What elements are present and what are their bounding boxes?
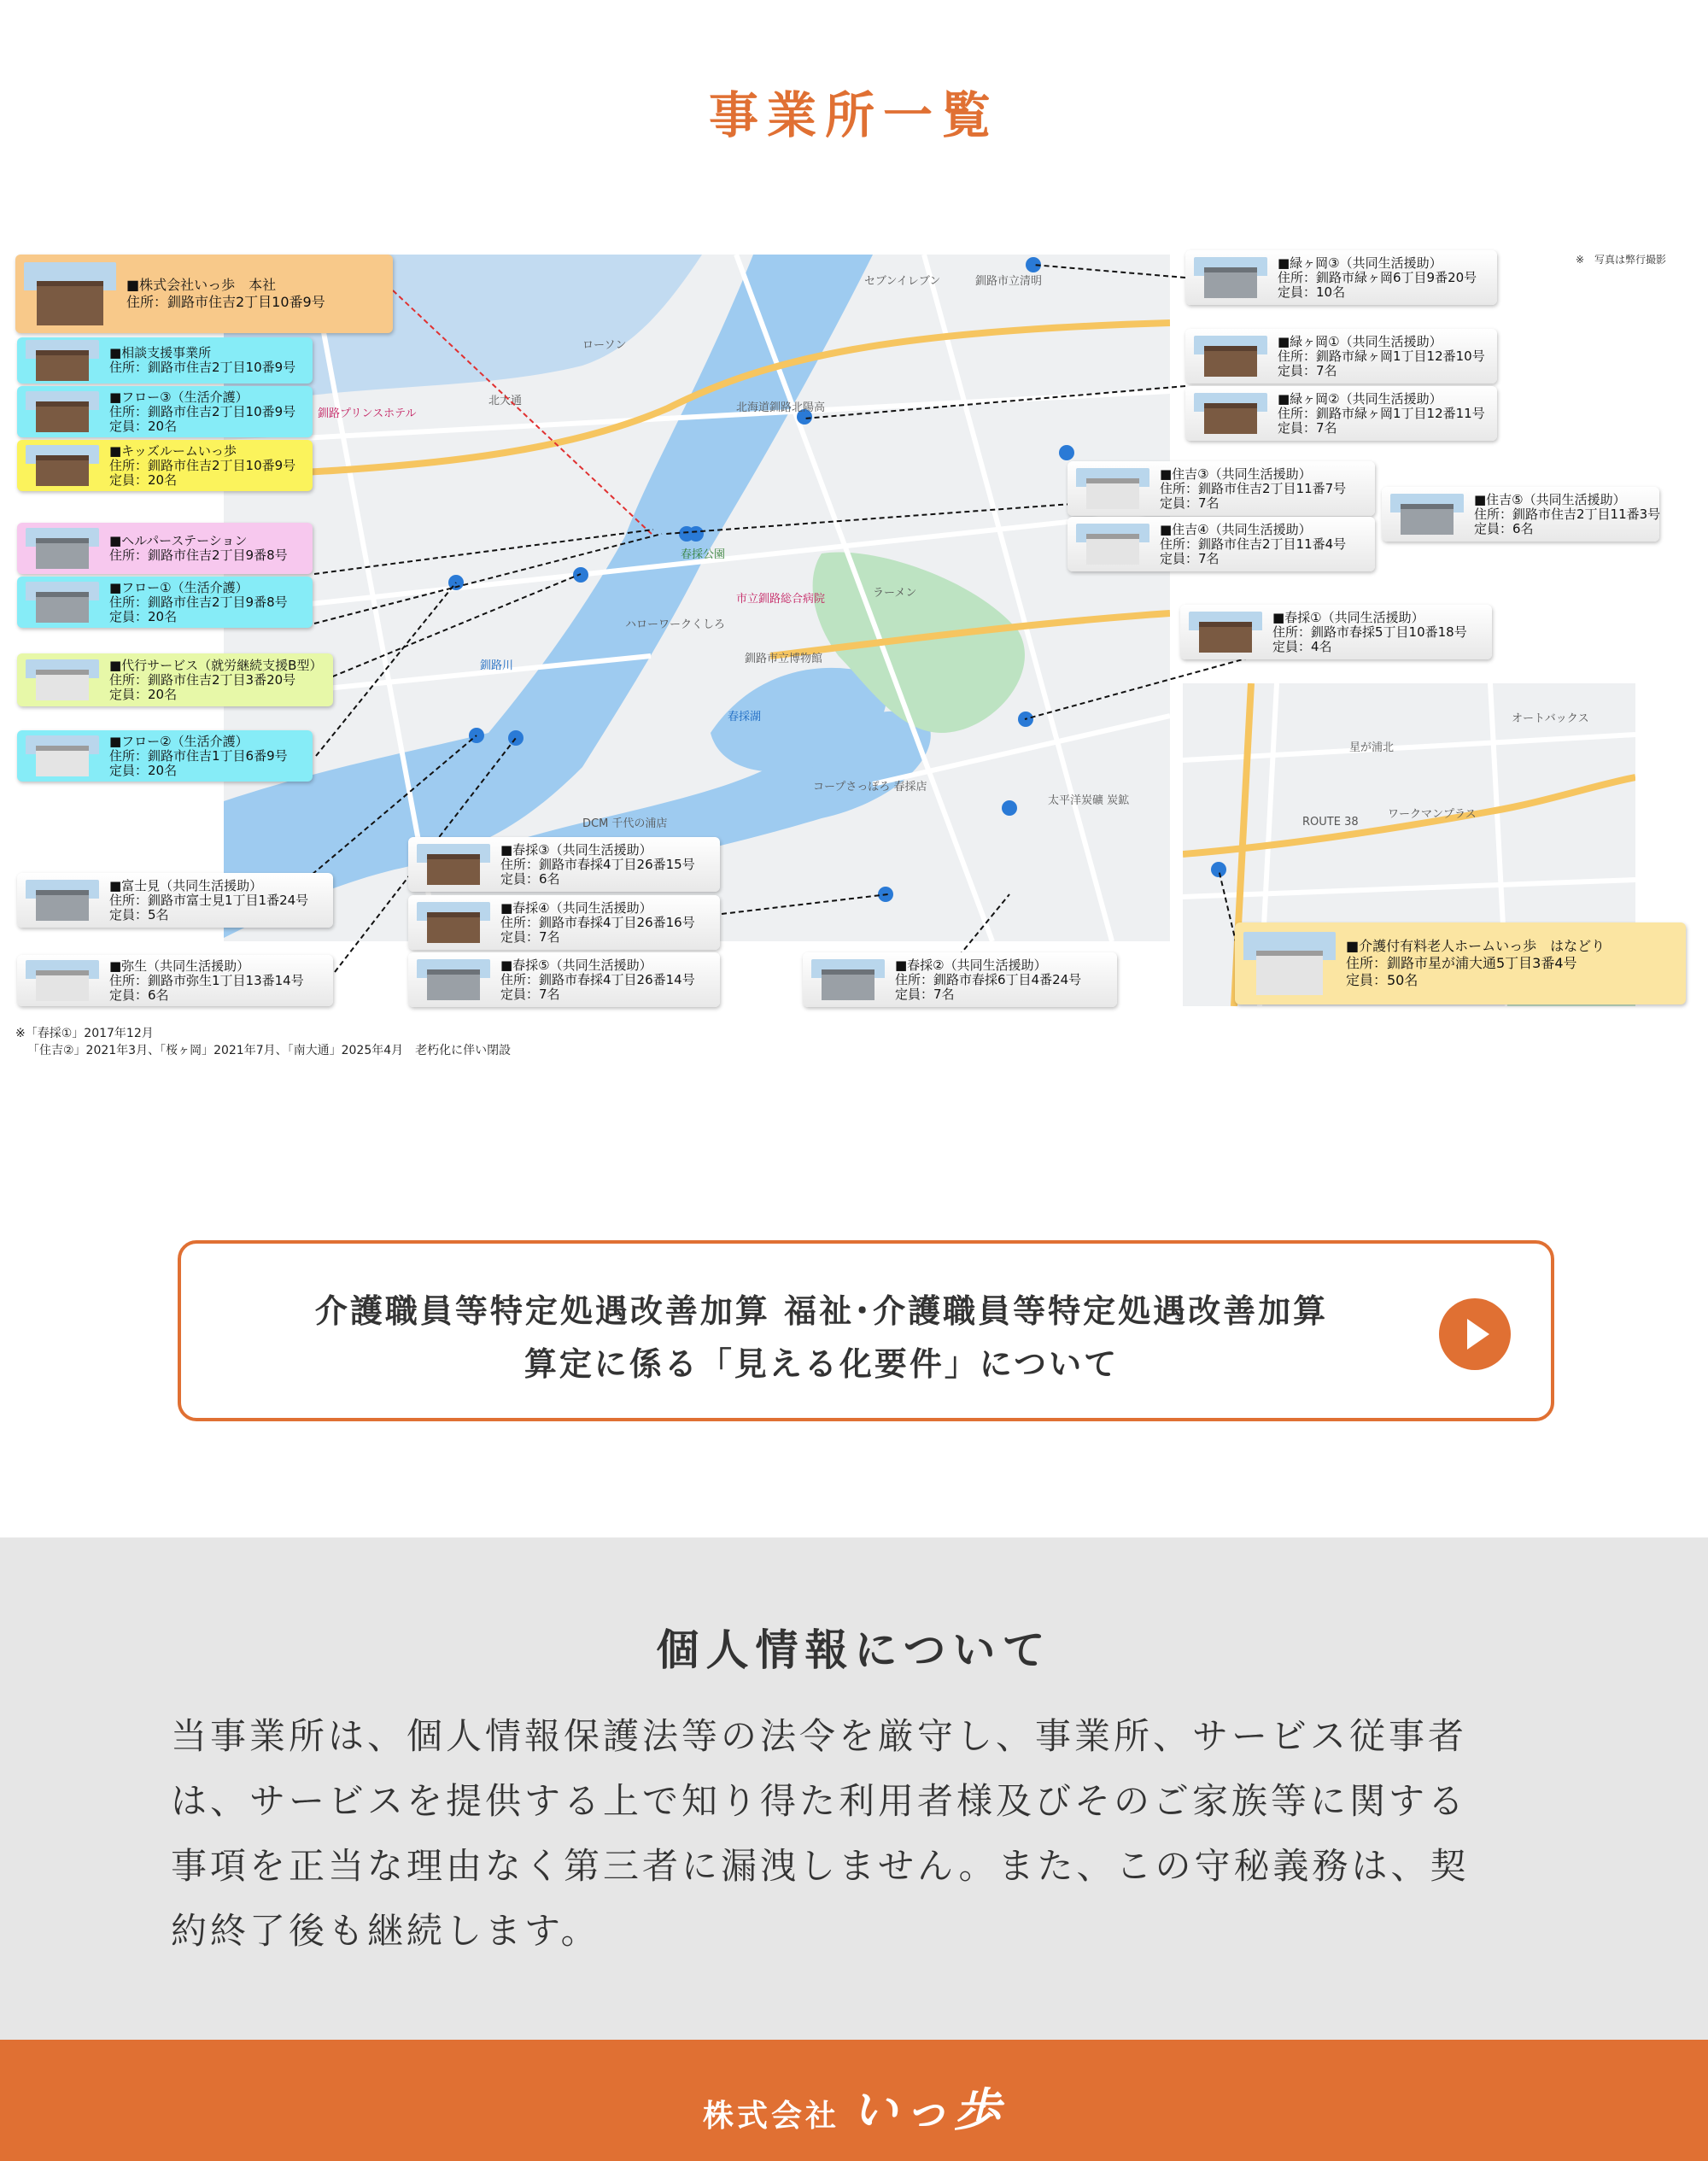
office-name: ■富士見（共同生活援助） [109, 877, 263, 893]
office-address: 住所：釧路市住吉2丁目3番20号 [109, 671, 296, 688]
map-label: 釧路市立清明 [975, 275, 1043, 288]
office-name: ■フロー②（生活介護） [109, 733, 249, 749]
office-photo [1194, 393, 1267, 434]
office-name: ■ヘルパーステーション [109, 533, 248, 548]
map-label: ハローワークくしろ [625, 618, 726, 631]
privacy-body [171, 1704, 1546, 1964]
cta-line: 介護職員等特定処遇改善加算 福祉･介護職員等特定処遇改善加算 [314, 1292, 1329, 1330]
office-capacity: 定員：7名 [1160, 550, 1220, 566]
office-name: ■キッズルームいっ歩 [109, 442, 237, 459]
office-card-harutori4[interactable] [408, 895, 720, 950]
office-card-harutori1[interactable] [1180, 605, 1492, 659]
closure-footnote [15, 1025, 511, 1059]
office-capacity: 定員：20名 [109, 762, 178, 778]
office-photo [417, 959, 490, 1000]
office-name: ■相談支援事業所 [109, 345, 212, 360]
map-label: 北海道釧路北陽高 [736, 401, 826, 414]
office-name: ■住吉④（共同生活援助） [1160, 521, 1312, 537]
office-address: 住所：釧路市春採4丁目26番15号 [500, 856, 695, 872]
office-name: ■介護付有料老人ホームいっ歩 はなどり [1346, 938, 1606, 954]
office-photo [26, 445, 99, 486]
office-name: ■代行サービス（就労継続支援B型） [109, 657, 323, 673]
office-address: 住所：釧路市緑ヶ岡1丁目12番10号 [1278, 348, 1485, 364]
office-photo [26, 528, 99, 569]
footer [0, 2040, 1708, 2161]
office-name: ■春採②（共同生活援助） [895, 957, 1047, 973]
office-capacity: 定員：20名 [109, 686, 178, 702]
office-name: ■春採⑤（共同生活援助） [500, 957, 652, 973]
office-address: 住所：釧路市春採4丁目26番14号 [500, 971, 695, 987]
map-label: コープさっぽろ 春採店 [813, 781, 927, 794]
office-address: 住所：釧路市住吉2丁目9番8号 [109, 594, 288, 610]
map-label: セブンイレブン [864, 275, 941, 288]
office-address: 住所：釧路市住吉2丁目10番9号 [109, 360, 296, 375]
office-address: 住所：釧路市住吉2丁目10番9号 [126, 294, 325, 310]
office-card-harutori5[interactable] [408, 952, 720, 1007]
office-name: ■弥生（共同生活援助） [109, 958, 250, 974]
cta-line: 算定に係る「見える化要件」について [524, 1345, 1120, 1383]
map-label: 北大通 [488, 395, 523, 407]
office-card-harutori3[interactable] [408, 837, 720, 892]
privacy-section [0, 1537, 1708, 2040]
office-capacity: 定員：7名 [500, 986, 560, 1002]
map-label: ROUTE 38 [1302, 816, 1359, 829]
office-card-sumiyoshi4[interactable] [1068, 517, 1375, 571]
office-capacity: 定員：20名 [109, 471, 178, 488]
privacy-line: 事項を正当な理由なく第三者に漏洩しません。また、この守秘義務は、契 [171, 1845, 1470, 1887]
map-label: 釧路市立博物館 [745, 653, 823, 665]
office-photo [24, 262, 116, 325]
map-label: 釧路川 [480, 659, 514, 672]
office-name: ■フロー③（生活介護） [109, 389, 249, 405]
office-address: 住所：釧路市春採5丁目10番18号 [1272, 624, 1467, 640]
office-photo [26, 659, 99, 700]
photo-note: ※ 写真は弊行撮影 [1576, 254, 1667, 266]
footnote-line: 「住吉②」2021年3月、「桜ヶ岡」2021年7月、「南大通」2025年4月 老朽化に伴い閉設 [27, 1044, 512, 1057]
map-label: 星が浦北 [1349, 741, 1395, 754]
office-capacity: 定員：4名 [1272, 638, 1332, 654]
office-card-fujimi[interactable] [17, 873, 333, 928]
office-card-midorigaoka2[interactable] [1185, 386, 1497, 441]
office-capacity: 定員：10名 [1278, 284, 1346, 300]
office-name: ■フロー①（生活介護） [109, 579, 249, 595]
office-photo [26, 582, 99, 623]
office-card-harutori2[interactable] [803, 952, 1117, 1007]
office-address: 住所：釧路市星が浦大通5丁目3番4号 [1346, 955, 1577, 971]
office-capacity: 定員：7名 [1278, 419, 1337, 436]
office-photo [1194, 336, 1267, 377]
office-capacity: 定員：20名 [109, 608, 178, 624]
office-photo [1390, 494, 1464, 535]
office-address: 住所：釧路市住吉2丁目10番9号 [109, 403, 296, 419]
office-address: 住所：釧路市弥生1丁目13番14号 [109, 972, 304, 988]
map-label: ラーメン [873, 587, 917, 600]
office-address: 住所：釧路市春採4丁目26番16号 [500, 914, 695, 930]
office-photo [1189, 612, 1262, 653]
office-address: 住所：釧路市住吉2丁目10番9号 [109, 457, 296, 473]
office-card-sumiyoshi5[interactable] [1382, 487, 1659, 542]
office-card-yayoi[interactable] [17, 955, 333, 1006]
office-capacity: 定員：6名 [1474, 520, 1534, 536]
office-name: ■緑ヶ岡③（共同生活援助） [1278, 255, 1442, 271]
office-photo [811, 959, 885, 1000]
office-card-flow2[interactable] [17, 730, 313, 782]
office-capacity: 定員：7名 [1160, 495, 1220, 511]
map-label: 釧路プリンスホテル [318, 407, 417, 420]
office-card-kids[interactable] [17, 440, 313, 491]
company-logo[interactable] [0, 2074, 1708, 2140]
privacy-line: 当事業所は、個人情報保護法等の法令を厳守し、事業所、サービス従事者 [171, 1715, 1468, 1757]
office-name: ■春採①（共同生活援助） [1272, 609, 1424, 625]
office-photo [1194, 257, 1267, 298]
privacy-line: 約終了後も継続します。 [171, 1910, 600, 1952]
office-photo [26, 960, 99, 1001]
company-prefix: 株式会社 [702, 2099, 839, 2134]
map-label: 春採湖 [728, 711, 762, 723]
office-name: ■株式会社いっ歩 本社 [126, 277, 277, 293]
office-capacity: 定員：50名 [1346, 972, 1418, 988]
office-card-flow1[interactable] [17, 577, 313, 628]
office-photo [26, 735, 99, 776]
office-card-midorigaoka1[interactable] [1185, 329, 1497, 384]
map-label: 太平洋炭礦 炭鉱 [1048, 794, 1130, 807]
office-name: ■住吉⑤（共同生活援助） [1474, 491, 1626, 507]
office-card-flow3[interactable] [17, 386, 313, 437]
office-name: ■緑ヶ岡②（共同生活援助） [1278, 390, 1442, 407]
office-photo [26, 391, 99, 432]
office-card-sumiyoshi3[interactable] [1068, 461, 1375, 516]
office-card-midorigaoka3[interactable] [1185, 250, 1497, 305]
treatment-improvement-link[interactable] [178, 1240, 1554, 1421]
office-card-soudan[interactable] [17, 337, 313, 384]
office-capacity: 定員：7名 [1278, 362, 1337, 378]
office-photo [417, 844, 490, 885]
play-arrow-icon[interactable] [1439, 1298, 1511, 1370]
office-card-honsha[interactable] [15, 255, 393, 333]
privacy-title: 個人情報について [656, 1625, 1052, 1675]
office-name: ■春採④（共同生活援助） [500, 899, 652, 916]
office-photo [26, 340, 99, 381]
footnote-line: ※「春採①」2017年12月 [15, 1027, 154, 1040]
office-address: 住所：釧路市緑ヶ岡1丁目12番11号 [1278, 405, 1485, 421]
office-address: 住所：釧路市富士見1丁目1番24号 [109, 892, 309, 908]
office-name: ■春採③（共同生活援助） [500, 841, 652, 858]
company-name: いっ歩 [851, 2083, 1005, 2137]
map-label: オートバックス [1512, 712, 1589, 725]
office-card-daikou[interactable] [17, 653, 333, 706]
office-address: 住所：釧路市住吉2丁目11番3号 [1474, 506, 1661, 522]
office-photo [26, 880, 99, 921]
office-name: ■緑ヶ岡①（共同生活援助） [1278, 333, 1442, 349]
office-address: 住所：釧路市住吉2丁目9番8号 [109, 548, 288, 563]
map-label: 春採公園 [681, 548, 726, 561]
office-capacity: 定員：20名 [109, 418, 178, 434]
office-name: ■住吉③（共同生活援助） [1160, 466, 1312, 482]
office-capacity: 定員：6名 [109, 987, 169, 1003]
office-photo [1243, 932, 1336, 995]
map-label: ワークマンプラス [1388, 808, 1477, 821]
page-title: 事業所一覧 [708, 86, 999, 144]
office-photo [1076, 468, 1149, 509]
office-capacity: 定員：6名 [500, 870, 560, 887]
office-address: 住所：釧路市住吉1丁目6番9号 [109, 747, 288, 764]
cta-text [181, 1285, 1462, 1391]
office-photo [1076, 524, 1149, 565]
office-photo [417, 902, 490, 943]
office-address: 住所：釧路市緑ヶ岡6丁目9番20号 [1278, 269, 1477, 285]
office-address: 住所：釧路市住吉2丁目11番7号 [1160, 480, 1347, 496]
map-label: DCM 千代の浦店 [582, 817, 668, 830]
privacy-line: は、サービスを提供する上で知り得た利用者様及びそのご家族等に関する [171, 1780, 1468, 1822]
map-label: 市立釧路総合病院 [736, 593, 826, 606]
office-card-helper[interactable] [17, 523, 313, 574]
office-address: 住所：釧路市住吉2丁目11番4号 [1160, 536, 1347, 552]
office-capacity: 定員：7名 [500, 928, 560, 945]
office-capacity: 定員：7名 [895, 986, 955, 1002]
office-address: 住所：釧路市春採6丁目4番24号 [895, 971, 1082, 987]
office-capacity: 定員：5名 [109, 906, 169, 922]
map-label: ローソン [582, 339, 627, 352]
office-card-hanadori[interactable] [1235, 922, 1686, 1004]
